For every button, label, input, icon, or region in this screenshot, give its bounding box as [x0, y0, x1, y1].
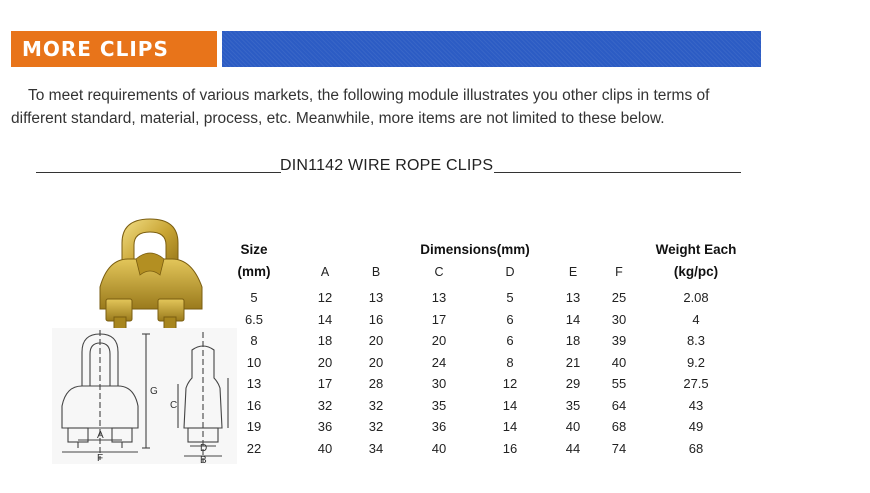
dim-label-g: G — [150, 386, 158, 397]
table-cell: 13 — [246, 376, 262, 391]
table-cell: 40 — [431, 440, 447, 456]
table-cell: 4 — [692, 311, 700, 327]
table-cell: 10 — [246, 354, 262, 370]
table-cell: 28 — [368, 376, 384, 391]
table-cell: 14 — [502, 397, 518, 413]
dim-label-d: D — [200, 443, 208, 454]
table-cell: 40 — [317, 440, 333, 456]
dim-label-a: A — [97, 430, 104, 441]
table-cell: 16 — [246, 397, 262, 413]
table-cell: 39 — [611, 333, 627, 348]
table-cell: 44 — [565, 440, 581, 456]
table-cell: 17 — [431, 311, 447, 327]
table-cell: 18 — [565, 333, 581, 348]
table-cell: 36 — [431, 419, 447, 434]
weight-header: Weight Each — [655, 242, 737, 257]
dim-label-f: F — [97, 453, 104, 464]
section-header — [11, 31, 761, 67]
table-cell: 9.2 — [686, 354, 706, 370]
table-cell: 5 — [506, 290, 514, 305]
table-cell: 34 — [368, 440, 384, 456]
table-cell: 21 — [565, 354, 581, 370]
table-cell: 24 — [431, 354, 447, 370]
table-cell: 64 — [611, 397, 627, 413]
table-cell: 68 — [611, 419, 627, 434]
dimensions-header: Dimensions(mm) — [420, 242, 530, 257]
table-cell: 5 — [250, 290, 258, 305]
table-cell: 12 — [502, 376, 518, 391]
section-title: DIN1142 WIRE ROPE CLIPS — [280, 157, 494, 174]
table-cell: 20 — [368, 333, 384, 348]
table-cell: 8 — [506, 354, 514, 370]
table-cell: 19 — [246, 419, 262, 434]
table-cell: 27.5 — [683, 376, 709, 391]
column-header-e: E — [568, 265, 578, 279]
weight-unit: (kg/pc) — [673, 264, 719, 279]
table-cell: 13 — [368, 290, 384, 305]
column-header-d: D — [505, 265, 515, 279]
table-cell: 6 — [506, 333, 514, 348]
section-header-bar — [222, 31, 761, 67]
wire-rope-clip-photo — [92, 213, 212, 333]
table-cell: 17 — [317, 376, 333, 391]
table-cell: 35 — [431, 397, 447, 413]
column-header-b: B — [371, 265, 381, 279]
intro-paragraph: To meet requirements of various markets, the following module illustrates you other clips in terms of different standard, material, process, etc. Meanwhile, more items are not limited to these below. — [11, 87, 710, 127]
table-cell: 14 — [317, 311, 333, 327]
column-header-f: F — [615, 265, 623, 279]
table-cell: 36 — [317, 419, 333, 434]
dimension-drawing — [52, 328, 237, 464]
dim-label-c: C — [170, 400, 178, 411]
table-cell: 55 — [611, 376, 627, 391]
table-cell: 20 — [431, 333, 447, 348]
table-cell: 14 — [502, 419, 518, 434]
table-cell: 22 — [246, 440, 262, 456]
table-cell: 40 — [565, 419, 581, 434]
table-cell: 18 — [317, 333, 333, 348]
table-cell: 13 — [431, 290, 447, 305]
table-cell: 32 — [368, 419, 384, 434]
table-cell: 29 — [565, 376, 581, 391]
column-header-c: C — [434, 265, 444, 279]
table-cell: 30 — [431, 376, 447, 391]
column-header-a: A — [320, 265, 330, 279]
table-cell: 32 — [368, 397, 384, 413]
table-cell: 8.3 — [686, 333, 706, 348]
table-cell: 20 — [317, 354, 333, 370]
table-cell: 25 — [611, 290, 627, 305]
table-cell: 74 — [611, 440, 627, 456]
size-unit: (mm) — [237, 264, 271, 279]
title-rule-right — [494, 172, 741, 173]
table-cell: 6 — [506, 311, 514, 327]
table-cell: 43 — [688, 397, 704, 413]
table-cell: 30 — [611, 311, 627, 327]
title-rule-left — [36, 172, 281, 173]
table-cell: 32 — [317, 397, 333, 413]
table-cell: 6.5 — [244, 311, 264, 327]
table-cell: 12 — [317, 290, 333, 305]
table-cell: 16 — [502, 440, 518, 456]
table-cell: 13 — [565, 290, 581, 305]
table-cell: 40 — [611, 354, 627, 370]
table-cell: 16 — [368, 311, 384, 327]
table-cell: 68 — [688, 440, 704, 456]
table-cell: 14 — [565, 311, 581, 327]
table-cell: 8 — [250, 333, 258, 348]
dim-label-b: B — [200, 455, 207, 464]
size-header: Size — [240, 242, 268, 257]
table-cell: 20 — [368, 354, 384, 370]
section-header-title: MORE CLIPS — [11, 31, 217, 67]
table-cell: 49 — [688, 419, 704, 434]
table-cell: 35 — [565, 397, 581, 413]
table-cell: 2.08 — [683, 290, 709, 305]
